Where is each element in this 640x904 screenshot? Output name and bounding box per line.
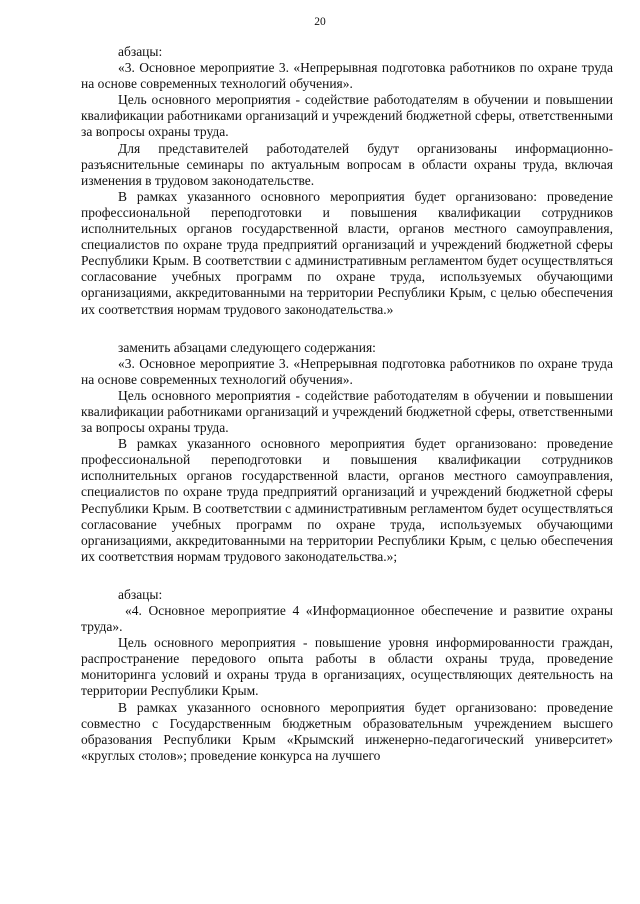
paragraph: Цель основного мероприятия - содействие работодателям в обучении и повышении квалификации работниками организаций и учреждений бюджетной сферы, ответственными за вопросы охраны труда.: [81, 387, 613, 436]
paragraph: В рамках указанного основного мероприятия будет организовано: проведение профессиональной переподготовки и повышения квалификации сотрудников исполнительных органов государственной власти, органов местного самоуправления, специалистов по охране труда предприятий организаций и учреждений бюджетной сферы Республики Крым. В соответствии с административным регламентом будет осуществляться согласование учебных программ по охране труда, используемых обучающими организациями, аккредитованными на территории Республики Крым, с целью обеспечения их соответствия нормам трудового законодательства.»: [81, 188, 613, 317]
paragraph: «3. Основное мероприятие 3. «Непрерывная подготовка работников по охране труда на основе современных технологий обучения».: [81, 60, 613, 92]
paragraph: В рамках указанного основного мероприятия будет организовано: проведение совместно с Государственным бюджетным образовательным учреждением высшего образования Республики Крым «Крымский инженерно-педагогический университет» «круглых столов»; проведение конкурса на лучшего: [81, 699, 613, 763]
paragraph: В рамках указанного основного мероприятия будет организовано: проведение профессиональной переподготовки и повышения квалификации сотрудников исполнительных органов государственной власти, органов местного самоуправления, специалистов по охране труда предприятий организаций и учреждений бюджетной сферы Республики Крым. В соответствии с административным регламентом будет осуществляться согласование учебных программ по охране труда, используемых обучающими организациями, аккредитованными на территории Республики Крым, с целью обеспечения их соответствия нормам трудового законодательства.»;: [81, 436, 613, 564]
paragraph: абзацы:: [118, 586, 163, 602]
paragraph: Цель основного мероприятия - повышение уровня информированности граждан, распространение передового опыта работы в области охраны труда, проведение мониторинга условий и охраны труда в организациях, осуществляющих деятельность на территории Республики Крым.: [81, 635, 613, 699]
paragraph: заменить абзацами следующего содержания:: [118, 339, 376, 355]
document-body: [81, 44, 613, 764]
spacer: [81, 318, 613, 340]
page-number: 20: [314, 16, 326, 28]
paragraph: Цель основного мероприятия - содействие работодателям в обучении и повышении квалификации работниками организаций и учреждений бюджетной сферы, ответственными за вопросы охраны труда.: [81, 92, 613, 140]
spacer: [81, 565, 613, 587]
paragraph: «3. Основное мероприятие 3. «Непрерывная подготовка работников по охране труда на основе современных технологий обучения».: [81, 355, 613, 387]
paragraph: «4. Основное мероприятие 4 «Информационное обеспечение и развитие охраны труда».: [81, 603, 613, 635]
paragraph: абзацы:: [118, 44, 163, 59]
paragraph: Для представителей работодателей будут организованы информационно-разъяснительные семинары по актуальным вопросам в области охраны труда, включая изменения в трудовом законодательстве.: [81, 140, 613, 188]
